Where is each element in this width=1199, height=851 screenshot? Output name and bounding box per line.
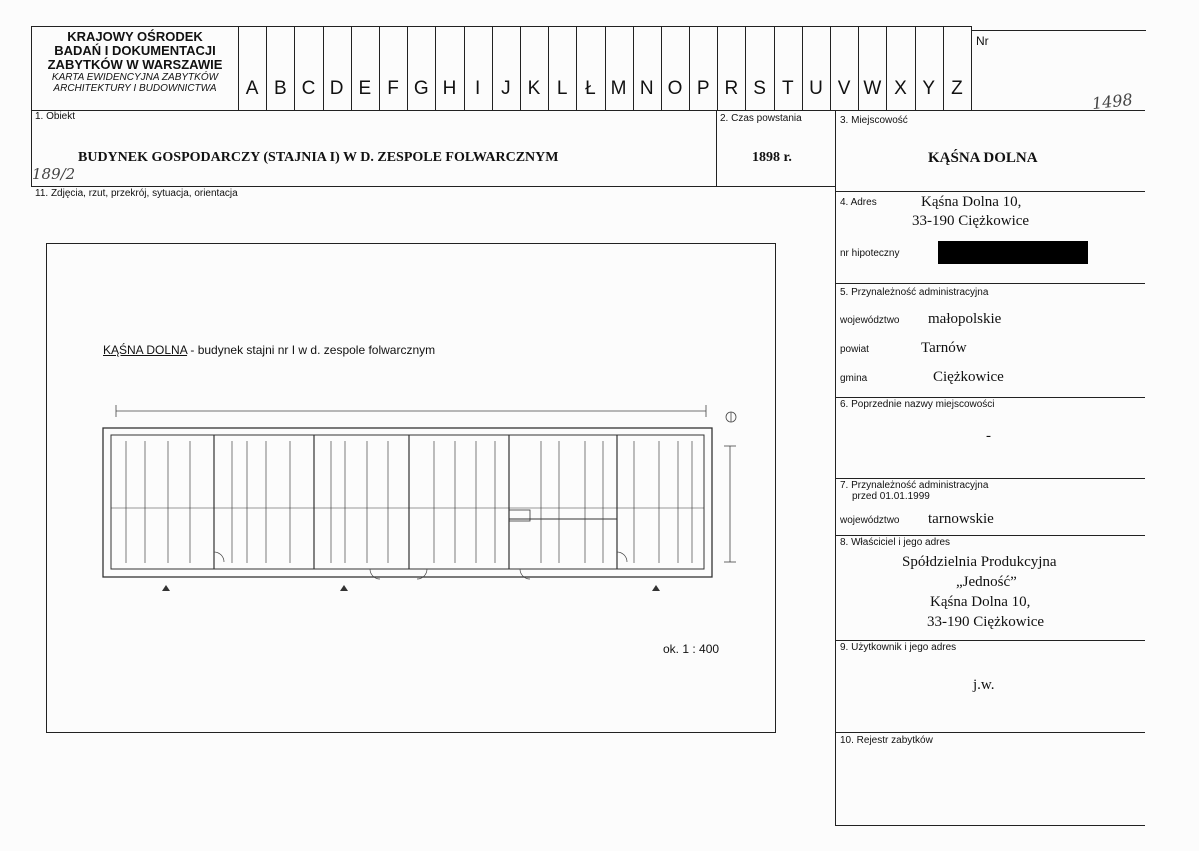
field7-label-2: przed 01.01.1999 <box>852 491 930 502</box>
letter-S: S <box>753 78 766 99</box>
institution-line-4: KARTA EWIDENCYJNA ZABYTKÓW <box>51 72 219 83</box>
owner-line-4: 33-190 Ciężkowice <box>927 614 1045 630</box>
address-line-1: Kąśna Dolna 10, <box>921 194 1022 210</box>
letter-H: H <box>442 78 457 99</box>
field8-label: 8. Właściciel i jego adres <box>840 537 951 548</box>
old-voivodeship-value: tarnowskie <box>928 511 994 527</box>
nr-handwritten: 1498 <box>1091 89 1134 114</box>
letter-Z: Z <box>951 78 963 99</box>
letter-M: M <box>610 78 627 99</box>
field3-label: 3. Miejscowość <box>840 115 908 126</box>
letter-D: D <box>329 78 344 99</box>
voivodeship-label: województwo <box>840 315 900 326</box>
voivodeship-value: małopolskie <box>928 311 1002 327</box>
letter-K: K <box>527 78 541 99</box>
drawing-title-place: KĄŚNA DOLNA <box>103 343 188 357</box>
field4-label: 4. Adres <box>840 197 877 208</box>
previous-names-value: - <box>986 428 991 444</box>
object-name: BUDYNEK GOSPODARCZY (STAJNIA I) W D. ZESPOLE FOLWARCZNYM <box>78 150 559 165</box>
field7-label: 7. Przynależność administracyjna <box>840 480 989 491</box>
letter-L: L <box>556 78 568 99</box>
letter-V: V <box>837 78 851 99</box>
institution-line-3: ZABYTKÓW W WARSZAWIE <box>47 57 223 72</box>
county-label: powiat <box>840 344 869 355</box>
hipoteczny-label: nr hipoteczny <box>840 248 900 259</box>
north-arrow-icon <box>726 412 736 422</box>
institution-line-5: ARCHITEKTURY I BUDOWNICTWA <box>53 83 217 94</box>
letter-N: N <box>639 78 654 99</box>
field1-label: 1. Obiekt <box>35 111 76 122</box>
letter-W: W <box>863 78 882 99</box>
entrance-markers <box>162 585 660 591</box>
locality-name: KĄŚNA DOLNA <box>928 150 1038 166</box>
field11-label: 11. Zdjęcia, rzut, przekrój, sytuacja, orientacja <box>35 188 238 199</box>
letter-B: B <box>273 78 287 99</box>
county-value: Tarnów <box>921 340 967 356</box>
letter-T: T <box>781 78 794 99</box>
field5-label: 5. Przynależność administracyjna <box>840 287 989 298</box>
letter-X: X <box>894 78 907 99</box>
old-voivodeship-label: województwo <box>840 515 900 526</box>
letter-U: U <box>809 78 823 99</box>
letter-G: G <box>413 78 429 99</box>
field6-label: 6. Poprzednie nazwy miejscowości <box>840 399 995 410</box>
door-swings <box>214 552 627 579</box>
letter-P: P <box>696 78 710 99</box>
commune-label: gmina <box>840 373 868 384</box>
letter-Y: Y <box>922 78 936 99</box>
letter-E: E <box>358 78 372 99</box>
owner-line-1: Spółdzielnia Produkcyjna <box>902 554 1057 570</box>
letter-J: J <box>501 78 511 99</box>
commune-value: Ciężkowice <box>933 369 1004 385</box>
letter-I: I <box>474 78 481 99</box>
letter-C: C <box>301 78 316 99</box>
dimension-line-top <box>116 405 706 417</box>
field9-label: 9. Użytkownik i jego adres <box>840 642 957 653</box>
building-walls <box>103 428 712 577</box>
nr-label: Nr <box>976 34 989 48</box>
institution-line-1: KRAJOWY OŚRODEK <box>67 29 203 44</box>
field10-label: 10. Rejestr zabytków <box>840 735 933 746</box>
letter-Ł: Ł <box>585 78 596 99</box>
dimension-line-right <box>724 446 736 562</box>
institution-line-2: BADAŃ I DOKUMENTACJI <box>54 43 216 58</box>
object-handwritten-number: 189/2 <box>32 165 76 183</box>
letter-O: O <box>667 78 683 99</box>
user-value: j.w. <box>973 677 995 693</box>
letter-R: R <box>724 78 739 99</box>
address-line-2: 33-190 Ciężkowice <box>912 213 1030 229</box>
letter-A: A <box>245 78 259 99</box>
owner-line-2: „Jedność” <box>956 574 1017 590</box>
field2-label: 2. Czas powstania <box>720 113 802 124</box>
letter-F: F <box>387 78 399 99</box>
drawing-title-rest: - budynek stajni nr I w d. zespole folwarcznym <box>187 343 436 357</box>
construction-date: 1898 r. <box>752 150 792 165</box>
drawing-scale: ok. 1 : 400 <box>663 642 720 656</box>
owner-line-3: Kąśna Dolna 10, <box>930 594 1031 610</box>
